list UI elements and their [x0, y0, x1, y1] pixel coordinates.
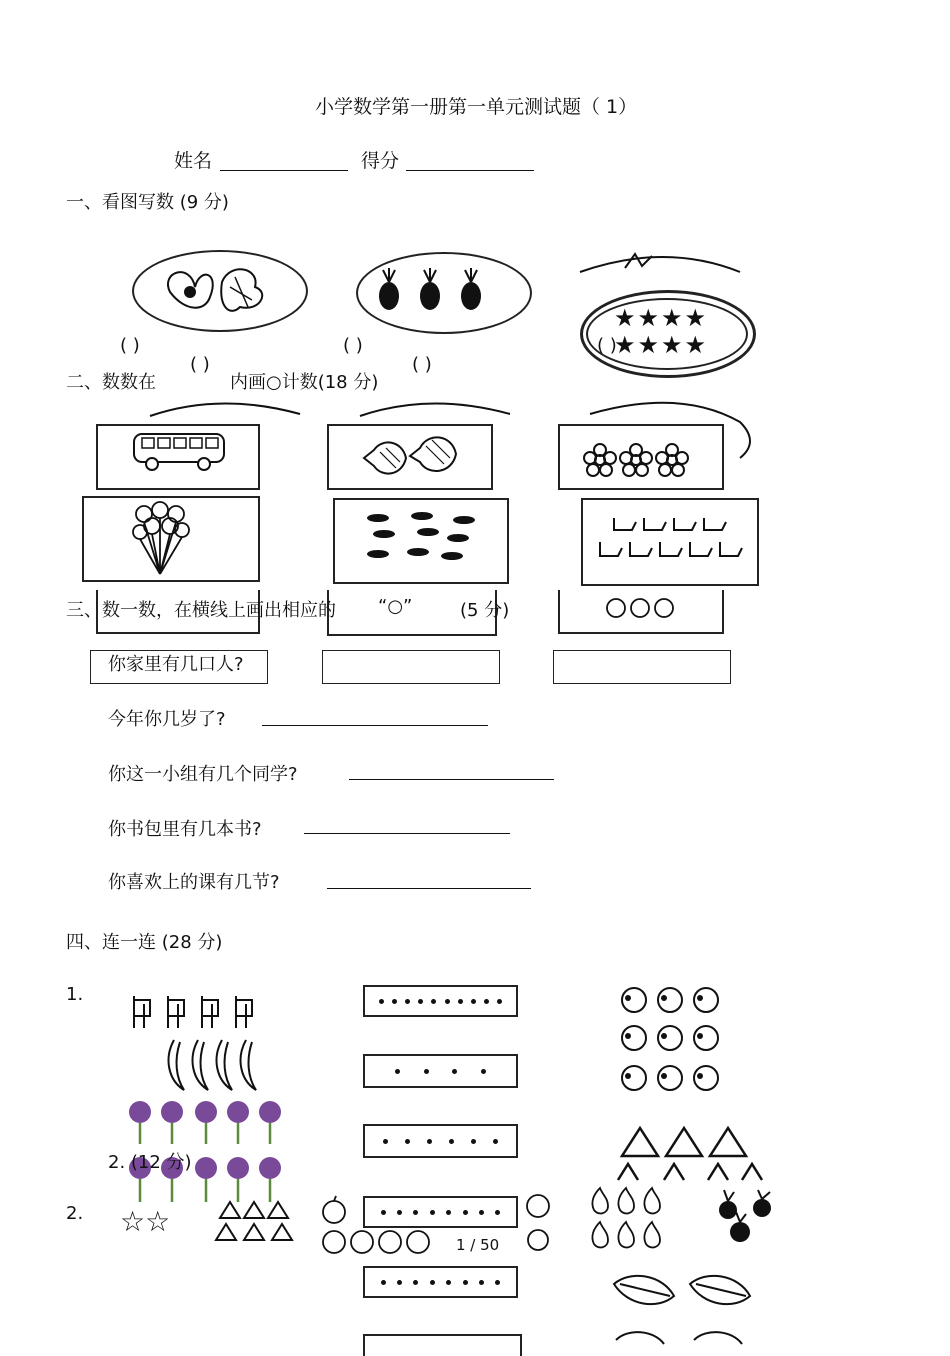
bus-icon — [132, 432, 228, 472]
page-number: 1 / 50 — [456, 1236, 500, 1254]
answer-paren-4[interactable]: ( ) — [190, 354, 210, 375]
count-dot — [479, 1280, 484, 1285]
stars-row-1: ★★★★ — [614, 304, 709, 332]
section-2-heading-a: 二、数数在 — [66, 372, 156, 393]
count-answer-box-3[interactable] — [553, 650, 731, 684]
answer-paren-3[interactable]: ( ) — [597, 335, 617, 356]
duck-icon — [594, 512, 744, 566]
fish-icon — [360, 428, 460, 484]
count-dot — [392, 999, 397, 1004]
count-dot — [471, 999, 476, 1004]
question-4: 你书包里有几本书? — [108, 819, 262, 840]
count-answer-box-2[interactable] — [322, 650, 500, 684]
count-dot — [446, 1280, 451, 1285]
leaf-icon — [610, 1270, 760, 1344]
banana-icon — [160, 1038, 270, 1094]
dot-box-6[interactable] — [363, 1124, 518, 1158]
pear-icon — [604, 590, 680, 618]
name-label: 姓名 — [174, 150, 213, 172]
answer-paren-2[interactable]: ( ) — [343, 335, 363, 356]
section-2-heading-b: 内画○计数(18 分) — [230, 372, 379, 393]
flower-icon — [584, 444, 694, 476]
small-fish-icon — [362, 510, 478, 570]
sleeping-figure-icon — [580, 248, 750, 288]
count-dot — [493, 1139, 498, 1144]
flag-icon — [130, 992, 270, 1032]
balloon-icon — [130, 500, 190, 578]
count-dot — [497, 999, 502, 1004]
section-3-heading-c: (5 分) — [460, 600, 510, 621]
count-dot — [381, 1280, 386, 1285]
pineapple-icon — [375, 268, 505, 318]
count-dot — [424, 1069, 429, 1074]
item-1-label: 1. — [66, 984, 84, 1005]
section-3-heading-a: 三、数一数，在横线上画出相应的 — [66, 600, 336, 621]
radish-icon — [712, 1188, 782, 1250]
count-dot — [463, 1280, 468, 1285]
apple-outline-icon — [320, 1194, 450, 1256]
count-dot — [397, 1280, 402, 1285]
score-label: 得分 — [361, 150, 400, 172]
big-triangle-icon — [612, 1124, 762, 1184]
count-dot — [405, 1139, 410, 1144]
answer-line-5[interactable] — [327, 888, 531, 889]
dot-box-10[interactable] — [363, 985, 518, 1017]
goldfish-icon — [618, 984, 728, 1098]
count-dot — [430, 1280, 435, 1285]
dot-box-4[interactable] — [363, 1054, 518, 1088]
count-dot — [445, 999, 450, 1004]
pear-fruit-icon — [586, 1184, 670, 1254]
answer-paren-5[interactable]: ( ) — [412, 354, 432, 375]
question-5: 你喜欢上的课有几节? — [108, 872, 280, 893]
count-dot — [479, 1210, 484, 1215]
peach-icon — [512, 1190, 562, 1254]
butterfly-icon — [160, 262, 280, 322]
count-dot — [495, 1210, 500, 1215]
count-dot — [431, 999, 436, 1004]
dot-box-8b[interactable] — [363, 1266, 518, 1298]
count-dot — [463, 1210, 468, 1215]
dot-box-partial[interactable] — [363, 1334, 522, 1356]
question-2: 今年你几岁了? — [108, 709, 226, 730]
page-title: 小学数学第一册第一单元测试题（ 1） — [315, 96, 638, 118]
count-dot — [383, 1139, 388, 1144]
triangle-icon — [214, 1200, 298, 1244]
question-1: 你家里有几口人? — [108, 654, 244, 675]
stars-row-2: ★★★★ — [614, 331, 709, 359]
count-dot — [413, 1280, 418, 1285]
count-dot — [427, 1139, 432, 1144]
count-dot — [449, 1139, 454, 1144]
item-2-note: 2. (12 分) — [108, 1152, 192, 1173]
count-dot — [484, 999, 489, 1004]
answer-paren-1[interactable]: ( ) — [120, 335, 140, 356]
item-2-label: 2. — [66, 1203, 84, 1224]
outline-stars: ☆☆ — [120, 1205, 171, 1238]
count-dot — [379, 999, 384, 1004]
count-dot — [395, 1069, 400, 1074]
section-3-heading-b: “○” — [378, 596, 413, 617]
count-dot — [481, 1069, 486, 1074]
answer-line-2[interactable] — [262, 725, 488, 726]
answer-line-4[interactable] — [304, 833, 510, 834]
count-dot — [405, 999, 410, 1004]
score-field[interactable] — [406, 170, 534, 171]
count-dot — [452, 1069, 457, 1074]
section-4-heading: 四、连一连 (28 分) — [66, 932, 223, 953]
count-dot — [495, 1280, 500, 1285]
count-dot — [458, 999, 463, 1004]
count-dot — [418, 999, 423, 1004]
question-3: 你这一小组有几个同学? — [108, 764, 298, 785]
count-dot — [471, 1139, 476, 1144]
section-1-heading: 一、看图写数 (9 分) — [66, 192, 229, 213]
name-field[interactable] — [220, 170, 348, 171]
answer-line-3[interactable] — [349, 779, 554, 780]
